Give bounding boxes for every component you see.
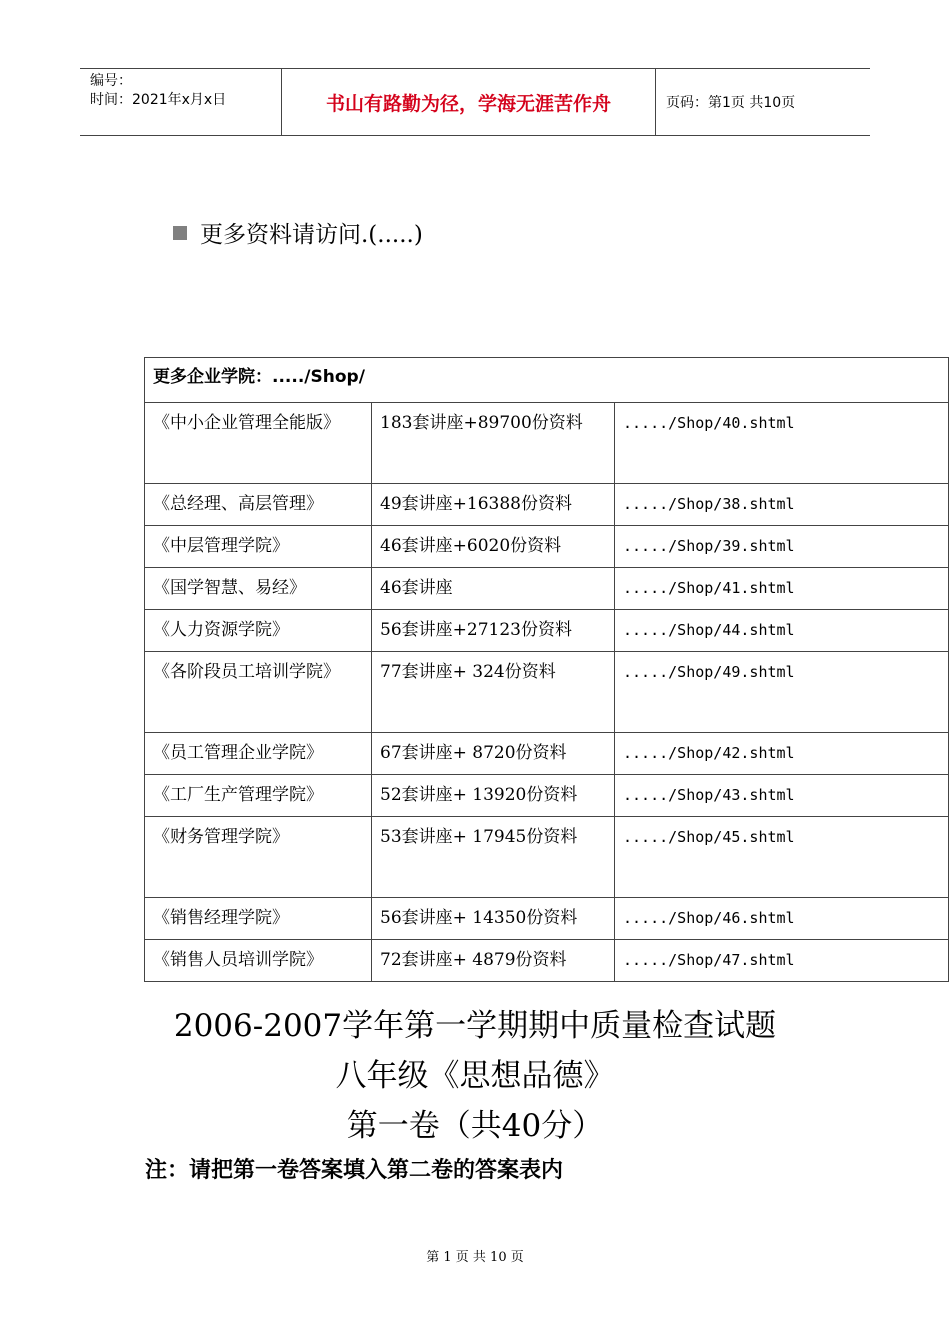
- course-content: 183套讲座+89700份资料: [372, 403, 615, 484]
- number-label: 编号：: [90, 73, 132, 89]
- table-row: [145, 403, 949, 484]
- resource-table: [144, 357, 949, 982]
- course-link[interactable]: ...../Shop/42.shtml: [615, 733, 949, 775]
- table-row: [145, 817, 949, 898]
- page-footer: 第 1 页 共 10 页: [426, 1250, 524, 1265]
- more-info-line: [173, 216, 423, 249]
- course-content: 77套讲座+ 324份资料: [372, 652, 615, 733]
- time-label: 时间：2021年x月x日: [90, 92, 227, 108]
- course-content: 56套讲座+ 14350份资料: [372, 898, 615, 940]
- course-content: 72套讲座+ 4879份资料: [372, 940, 615, 982]
- course-name: 《工厂生产管理学院》: [145, 775, 372, 817]
- table-header-cell: 更多企业学院：...../Shop/: [145, 358, 949, 403]
- course-name: 《销售人员培训学院》: [145, 940, 372, 982]
- course-name: 《总经理、高层管理》: [145, 484, 372, 526]
- course-content: 56套讲座+27123份资料: [372, 610, 615, 652]
- course-name: 《销售经理学院》: [145, 898, 372, 940]
- course-name: 《中层管理学院》: [145, 526, 372, 568]
- course-name: 《中小企业管理全能版》: [145, 403, 372, 484]
- course-link[interactable]: ...../Shop/46.shtml: [615, 898, 949, 940]
- exam-section: 第一卷（共40分）: [346, 1108, 604, 1144]
- course-name: 《财务管理学院》: [145, 817, 372, 898]
- course-link[interactable]: ...../Shop/38.shtml: [615, 484, 949, 526]
- exam-subtitle: 八年级《思想品德》: [335, 1058, 615, 1094]
- course-link[interactable]: ...../Shop/49.shtml: [615, 652, 949, 733]
- course-name: 《各阶段员工培训学院》: [145, 652, 372, 733]
- course-content: 67套讲座+ 8720份资料: [372, 733, 615, 775]
- course-content: 53套讲座+ 17945份资料: [372, 817, 615, 898]
- table-row: [145, 610, 949, 652]
- table-row: [145, 526, 949, 568]
- table-row: [145, 652, 949, 733]
- header-motto: 书山有路勤为径，学海无涯苦作舟: [282, 69, 656, 135]
- table-row: [145, 940, 949, 982]
- table-row: [145, 484, 949, 526]
- course-link[interactable]: ...../Shop/44.shtml: [615, 610, 949, 652]
- course-content: 46套讲座: [372, 568, 615, 610]
- square-bullet-icon: [173, 226, 187, 240]
- table-row: [145, 568, 949, 610]
- course-name: 《国学智慧、易经》: [145, 568, 372, 610]
- table-row: [145, 733, 949, 775]
- more-info-text: 更多资料请访问.(.....): [200, 222, 423, 248]
- course-content: 49套讲座+16388份资料: [372, 484, 615, 526]
- header-page-info: 页码：第1页 共10页: [666, 95, 796, 111]
- exam-note: 注：请把第一卷答案填入第二卷的答案表内: [145, 1158, 564, 1183]
- course-link[interactable]: ...../Shop/47.shtml: [615, 940, 949, 982]
- course-link[interactable]: ...../Shop/45.shtml: [615, 817, 949, 898]
- header-meta: [80, 69, 282, 135]
- exam-title: 2006-2007学年第一学期期中质量检查试题: [173, 1008, 777, 1044]
- course-name: 《人力资源学院》: [145, 610, 372, 652]
- course-link[interactable]: ...../Shop/39.shtml: [615, 526, 949, 568]
- course-link[interactable]: ...../Shop/40.shtml: [615, 403, 949, 484]
- course-content: 52套讲座+ 13920份资料: [372, 775, 615, 817]
- table-row: [145, 775, 949, 817]
- course-link[interactable]: ...../Shop/43.shtml: [615, 775, 949, 817]
- course-link[interactable]: ...../Shop/41.shtml: [615, 568, 949, 610]
- course-name: 《员工管理企业学院》: [145, 733, 372, 775]
- course-content: 46套讲座+6020份资料: [372, 526, 615, 568]
- page-header: [80, 68, 870, 136]
- table-row: [145, 898, 949, 940]
- table-header-row: [145, 358, 949, 403]
